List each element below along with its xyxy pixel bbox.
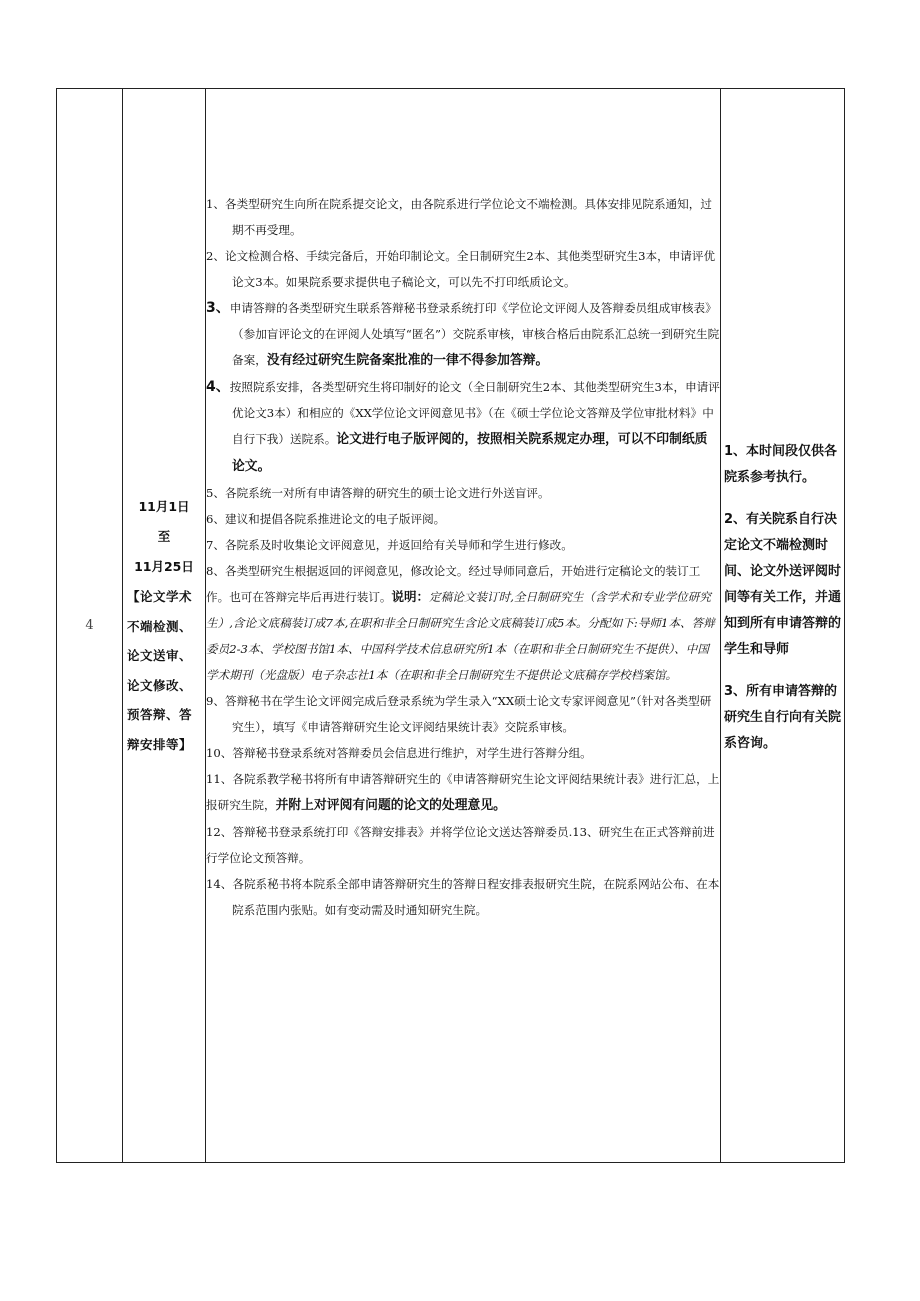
list-item: [206, 871, 720, 923]
item-number: 5、: [206, 486, 225, 500]
item-number: 12、: [206, 825, 233, 839]
item-emphasis: 论文进行电子版评阅的，按照相关院系规定办理，可以不印制纸质论文。: [232, 432, 708, 474]
remarks-cell: [721, 439, 845, 773]
list-item: [206, 295, 720, 374]
list-item: [206, 558, 720, 688]
note-label: 说明：: [391, 589, 430, 604]
item-text: 各类型研究生向所在院系提交论文，由各院系进行学位论文不端检测。具体安排见院系通知，过期不再受理。: [224, 197, 712, 237]
item-text: 答辩秘书登录系统打印《答辩安排表》并将学位论文送达答辩委员.13、研究生在正式答辩前进行学位论文预答辩。: [206, 825, 715, 865]
list-item: [206, 740, 720, 766]
time-period-cell: [123, 89, 205, 1162]
remark-item: 3、所有申请答辩的研究生自行向有关院系咨询。: [724, 684, 842, 751]
list-item: [206, 480, 720, 506]
item-text: 论文检测合格、手续完备后，开始印制论文。全日制研究生2本、其他类型研究生3本，申请评优论文3本。如果院系要求提供电子稿论文，可以先不打印纸质论文。: [224, 249, 716, 289]
remark-item: 2、有关院系自行决定论文不端检测时间、论文外送评阅时间等有关工作，并通知到所有申请答辩的学生和导师: [724, 512, 842, 657]
item-emphasis: 并附上对评阅有问题的论文的处理意见。: [275, 798, 506, 813]
item-emphasis: 没有经过研究生院备案批准的一律不得参加答辩。: [266, 353, 549, 368]
item-number: 7、: [206, 538, 225, 552]
schedule-table: [56, 88, 845, 1163]
item-text: 各院系统一对所有申请答辩的研究生的硕士论文进行外送盲评。: [224, 486, 550, 500]
item-text: 建议和提倡各院系推进论文的电子版评阅。: [224, 512, 446, 526]
content-cell: [206, 191, 720, 923]
item-text: 按照院系安排，各类型研究生将印制好的论文（全日制研究生2本、其他类型研究生3本，申请评优论文3本）和相应的《XX学位论文评阅意见书》（在《硕士学位论文答辩及学位审批材料》中自行下我）送院系。: [229, 380, 720, 446]
list-item: [206, 243, 720, 295]
date-range-to: 至: [157, 529, 171, 544]
item-number: 8、: [206, 564, 225, 578]
list-item: [206, 506, 720, 532]
list-item: [206, 819, 720, 871]
item-number: 11、: [206, 772, 233, 786]
item-text: 申请答辩的各类型研究生联系答辩秘书登录系统打印《学位论文评阅人及答辩委员组成审核表》（参加盲评论文的在评阅人处填写“匿名”）交院系审核，审核合格后由院系汇总统一到研究生院备案，: [229, 301, 720, 367]
list-item: [206, 191, 720, 243]
item-text: 各类型研究生根据返回的评阅意见，修改论文。经过导师同意后，开始进行定稿论文的装订工作。也可在答辩完毕后再进行装订。: [206, 564, 701, 604]
item-text: 答辩秘书在学生论文评阅完成后登录系统为学生录入“XX硕士论文专家评阅意见”（针对各类型研究生），填写《申请答辩研究生论文评阅结果统计表》交院系审核。: [224, 694, 712, 734]
end-date: 11月25日: [134, 559, 194, 574]
list-item: [206, 766, 720, 819]
task-summary: 【论文学术不端检测、论文送审、论文修改、预答辩、答辩安排等】: [127, 589, 193, 752]
item-number: 3、: [206, 300, 230, 316]
item-text: 各院系秘书将本院系全部申请答辩研究生的答辩日程安排表报研究生院，在院系网站公布、在本院系范围内张贴。如有变动需及时通知研究生院。: [232, 877, 720, 917]
row-number: 4: [85, 618, 94, 633]
item-note: 定稿论文装订时,全日制研究生（含学术和专业学位研究生）,含论文底稿装订成7本,在职和非全日制研究生含论文底稿装订成5本。分配如下:导师1本、答辩委员2-3本、学校图书馆1本、中国科学技术信息研究所1本（在职和非全日制研究生不提供）、中国学术期刊（光盘版）电子杂志社1本（在职和非全日制研究生不提供论文底稿存学校档案馆。: [206, 590, 715, 682]
item-number: 9、: [206, 694, 225, 708]
list-item: [206, 532, 720, 558]
item-number: 14、: [206, 877, 233, 891]
item-number: 4、: [206, 379, 230, 395]
item-text: 答辩秘书登录系统对答辩委员会信息进行维护，对学生进行答辩分组。: [232, 746, 592, 760]
start-date: 11月1日: [138, 499, 190, 514]
remark-item: 1、本时间段仅供各院系参考执行。: [724, 444, 838, 485]
item-number: 2、: [206, 249, 225, 263]
item-text: 各院系教学秘书将所有申请答辩研究生的《申请答辩研究生论文评阅结果统计表》进行汇总，上报研究生院，: [206, 772, 720, 812]
list-item: [206, 688, 720, 740]
item-number: 1、: [206, 197, 225, 211]
item-number: 6、: [206, 512, 225, 526]
item-number: 10、: [206, 746, 233, 760]
list-item: [206, 374, 720, 480]
item-text: 各院系及时收集论文评阅意见，并返回给有关导师和学生进行修改。: [224, 538, 573, 552]
